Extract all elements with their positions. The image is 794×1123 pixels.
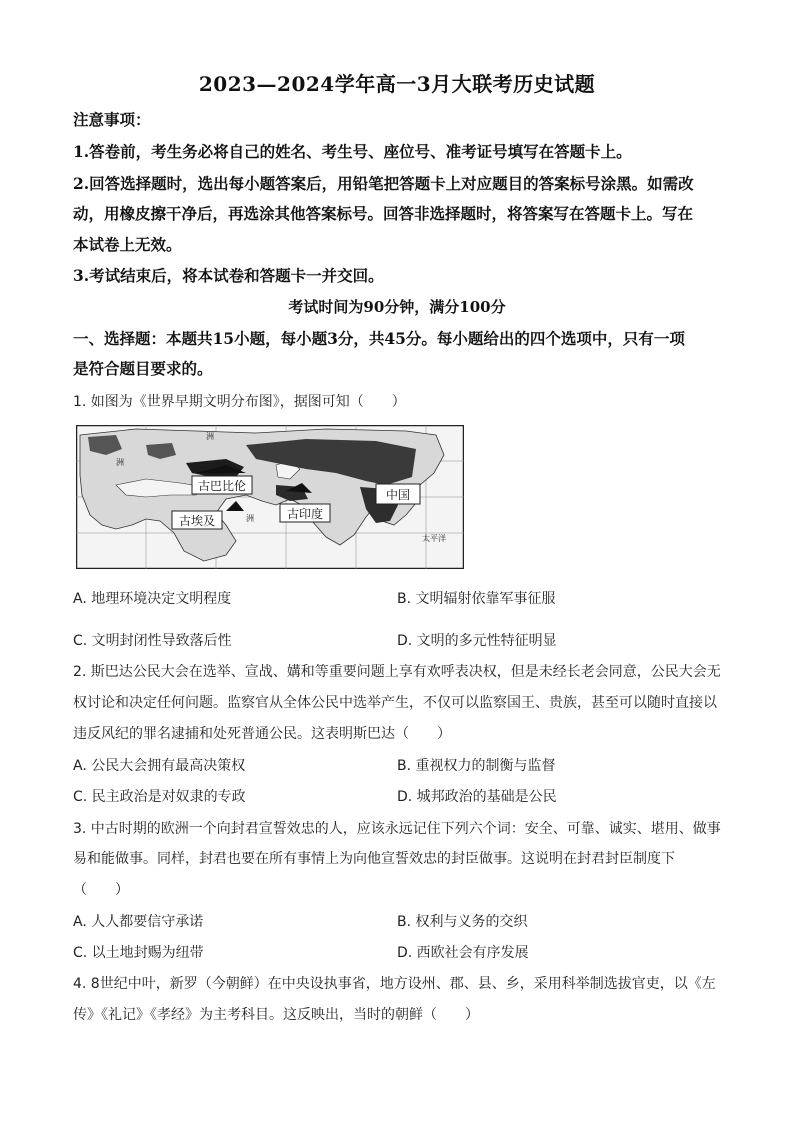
q3-option-c: C. 以土地封赐为纽带 xyxy=(73,945,204,961)
note-3: 3.考试结束后，将本试卷和答题卡一并交回。 xyxy=(73,266,384,285)
q2-option-a: A. 公民大会拥有最高决策权 xyxy=(73,758,246,774)
q3-option-b: B. 权利与义务的交织 xyxy=(397,914,528,930)
exam-info: 考试时间为90分钟，满分100分 xyxy=(288,298,506,316)
map-label-zhou-2: 洲 xyxy=(116,458,124,467)
map-label-babylon: 古巴比伦 xyxy=(197,479,247,493)
map-label-zhou-3: 洲 xyxy=(246,514,254,523)
q1-option-d: D. 文明的多元性特征明显 xyxy=(397,633,557,649)
q1-option-a: A. 地理环境决定文明程度 xyxy=(73,591,232,607)
map-label-egypt: 古埃及 xyxy=(178,514,216,528)
q2-option-c: C. 民主政治是对奴隶的专政 xyxy=(73,789,246,805)
q1-option-b: B. 文明辐射依靠军事征服 xyxy=(397,591,556,607)
section-1-heading-line-2: 是符合题目要求的。 xyxy=(73,359,213,378)
q3-option-d: D. 西欧社会有序发展 xyxy=(397,945,529,961)
q2-stem-line-3: 违反风纪的罪名逮捕和处死普通公民。这表明斯巴达（ ） xyxy=(73,726,451,742)
map-label-china: 中国 xyxy=(385,488,411,502)
note-2-line-1: 2.回答选择题时，选出每小题答案后，用铅笔把答题卡上对应题目的答案标号涂黑。如需改 xyxy=(73,174,694,193)
q3-stem-line-1: 3. 中古时期的欧洲一个向封君宣誓效忠的人，应该永远记住下列六个词：安全、可靠、诚实、堪用、做事 xyxy=(73,821,721,837)
map-label-zhou-1: 洲 xyxy=(206,432,214,441)
notes-heading: 注意事项： xyxy=(73,110,151,129)
section-1-heading-line-1: 一、选择题：本题共15小题，每小题3分，共45分。每小题给出的四个选项中，只有一项 xyxy=(73,329,685,348)
q3-stem-line-2: 易和能做事。同样，封君也要在所有事情上为向他宣誓效忠的封臣做事。这说明在封君封臣制度下 xyxy=(73,851,675,867)
note-1: 1.答卷前，考生务必将自己的姓名、考生号、座位号、准考证号填写在答题卡上。 xyxy=(73,142,632,161)
exam-title: 2023—2024学年高一3月大联考历史试题 xyxy=(198,72,596,96)
q2-option-b: B. 重视权力的制衡与监督 xyxy=(397,758,556,774)
q3-stem-line-3: （ ） xyxy=(73,882,129,898)
q3-option-a: A. 人人都要信守承诺 xyxy=(73,914,204,930)
q4-stem-line-2: 传》《礼记》《孝经》为主考科目。这反映出，当时的朝鲜（ ） xyxy=(73,1007,479,1023)
world-early-civilizations-map xyxy=(76,425,464,569)
q2-stem-line-2: 权讨论和决定任何问题。监察官从全体公民中选举产生，不仅可以监察国王、贵族，甚至可以随时直接以 xyxy=(73,695,717,711)
map-label-pacific: 太平洋 xyxy=(422,534,446,543)
q2-option-d: D. 城邦政治的基础是公民 xyxy=(397,789,557,805)
q1-option-c: C. 文明封闭性导致落后性 xyxy=(73,633,232,649)
q1-stem: 1. 如图为《世界早期文明分布图》，据图可知（ ） xyxy=(73,394,406,410)
q4-stem-line-1: 4. 8世纪中叶，新罗（今朝鲜）在中央设执事省，地方设州、郡、县、乡，采用科举制选拔官吏，以《左 xyxy=(73,976,716,992)
note-2-line-2: 动，用橡皮擦干净后，再选涂其他答案标号。回答非选择题时，将答案写在答题卡上。写在 xyxy=(73,204,694,223)
map-label-india: 古印度 xyxy=(286,507,324,521)
note-2-line-3: 本试卷上无效。 xyxy=(73,235,182,254)
q2-stem-line-1: 2. 斯巴达公民大会在选举、宣战、媾和等重要问题上享有欢呼表决权，但是未经长老会同意，公民大会无 xyxy=(73,664,721,680)
